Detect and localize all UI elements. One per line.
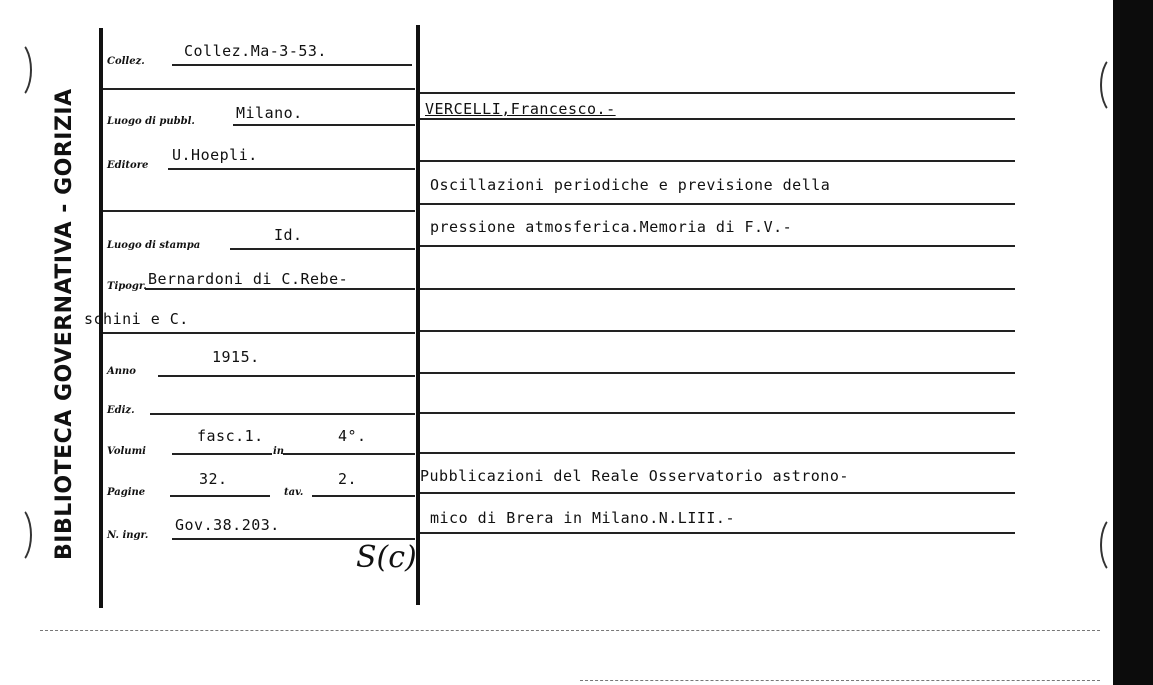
bottom-edge-dashes — [40, 630, 1100, 631]
line-extra-2 — [103, 210, 415, 212]
value-tav: 2. — [338, 470, 358, 488]
right-line-12 — [420, 532, 1015, 534]
right-line-5 — [420, 245, 1015, 247]
label-tipogr: Tipogr. — [107, 281, 147, 292]
right-edge-border — [1113, 0, 1153, 685]
right-line-1 — [420, 92, 1015, 94]
value-volumi: fasc.1. — [197, 427, 264, 445]
right-line-6 — [420, 288, 1015, 290]
value-collez: Collez.Ma-3-53. — [184, 42, 327, 60]
line-luogo-stampa — [230, 248, 415, 250]
value-tipogr-1: Bernardoni di C.Rebe- — [148, 270, 349, 288]
right-line-9 — [420, 412, 1015, 414]
line-extra-1 — [103, 88, 415, 90]
line-anno — [158, 375, 415, 377]
label-pagine: Pagine — [107, 487, 146, 498]
label-anno: Anno — [107, 366, 136, 377]
label-editore: Editore — [107, 160, 149, 171]
line-tav — [312, 495, 415, 497]
line-collez — [172, 64, 412, 66]
label-ediz: Ediz. — [107, 405, 135, 416]
line-volumi — [172, 453, 272, 455]
right-line-8 — [420, 372, 1015, 374]
value-luogo-pubbl: Milano. — [236, 104, 303, 122]
value-editore: U.Hoepli. — [172, 146, 258, 164]
line-ediz — [150, 413, 415, 415]
punch-hole-bottom-left — [0, 505, 32, 565]
right-line-3 — [420, 160, 1015, 162]
middle-column-rule — [416, 25, 420, 605]
line-tipogr-2 — [103, 332, 415, 334]
entry-series-line1: Pubblicazioni del Reale Osservatorio astrono- — [420, 467, 849, 485]
line-editore — [168, 168, 415, 170]
entry-title-line2: pressione atmosferica.Memoria di F.V.- — [430, 218, 793, 236]
entry-author: VERCELLI,Francesco.- — [425, 100, 616, 118]
punch-hole-top-left — [0, 40, 32, 100]
value-n-ingr: Gov.38.203. — [175, 516, 280, 534]
right-line-11 — [420, 492, 1015, 494]
line-pagine — [170, 495, 270, 497]
label-n-ingr: N. ingr. — [107, 530, 149, 541]
value-anno: 1915. — [212, 348, 260, 366]
entry-title-line1: Oscillazioni periodiche e previsione della — [430, 176, 831, 194]
library-name: BIBLIOTECA GOVERNATIVA - GORIZIA — [52, 88, 77, 560]
right-line-7 — [420, 330, 1015, 332]
line-tipogr — [145, 288, 415, 290]
value-tipogr-2: schini e C. — [84, 310, 189, 328]
value-format: 4°. — [338, 427, 367, 445]
value-luogo-stampa: Id. — [274, 226, 303, 244]
line-luogo-pubbl — [233, 124, 415, 126]
right-line-10 — [420, 452, 1015, 454]
label-luogo-stampa: Luogo di stampa — [107, 240, 201, 251]
handwritten-shelfmark: S(c) — [356, 540, 417, 575]
right-line-4 — [420, 203, 1015, 205]
label-collez: Collez. — [107, 56, 145, 67]
line-volumi-in — [283, 453, 415, 455]
label-tav: tav. — [284, 487, 304, 498]
label-in: in — [273, 446, 285, 457]
right-line-2 — [420, 118, 1015, 120]
label-volumi: Volumi — [107, 446, 146, 457]
value-pagine: 32. — [199, 470, 228, 488]
bottom-edge-dashes-2 — [580, 680, 1100, 681]
label-luogo-pubbl: Luogo di pubbl. — [107, 116, 195, 127]
entry-series-line2: mico di Brera in Milano.N.LIII.- — [430, 509, 735, 527]
